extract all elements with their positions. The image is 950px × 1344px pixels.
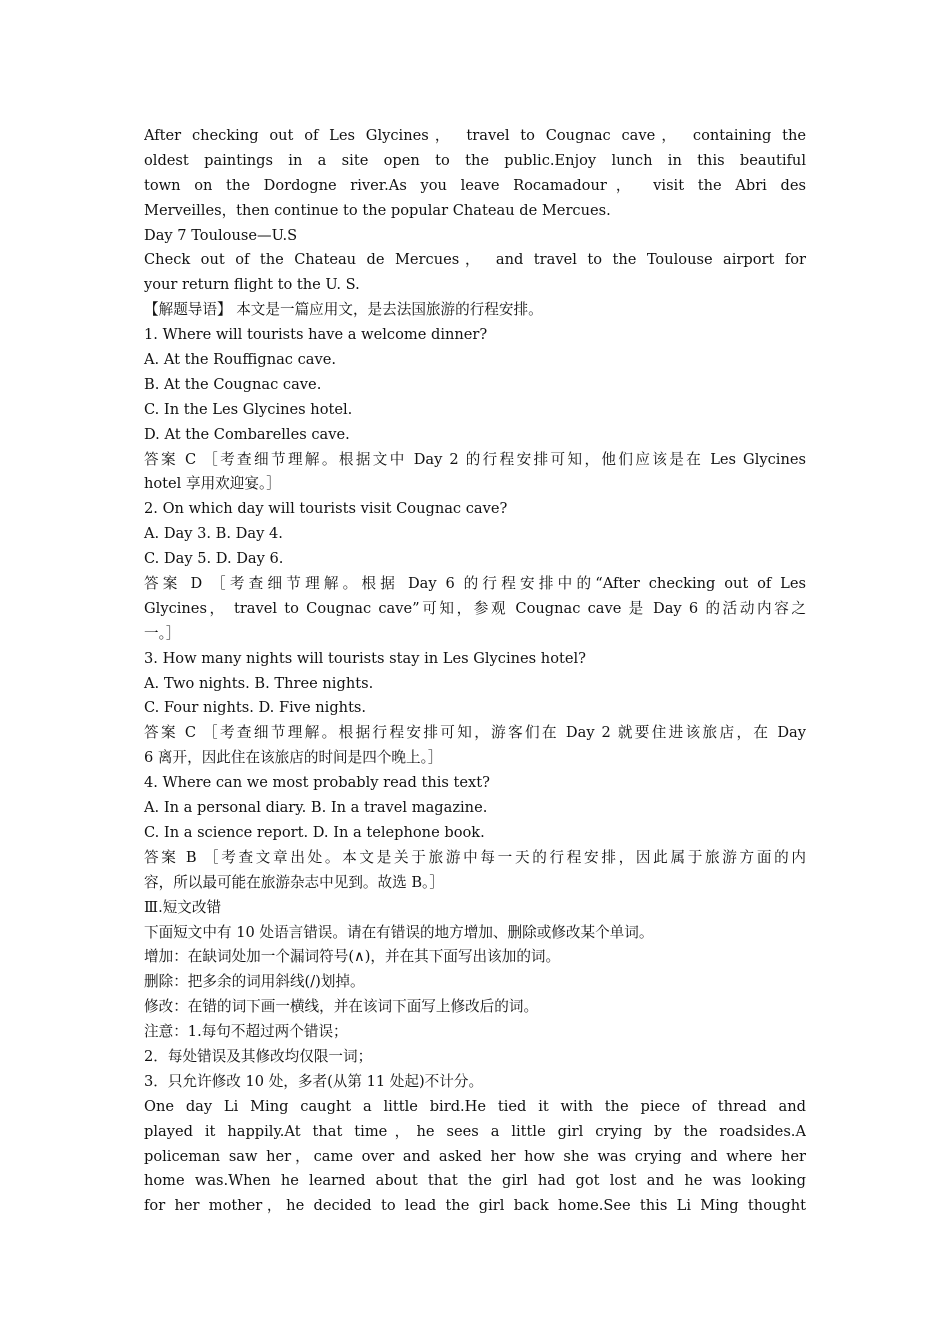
text-line: Glycines， travel to Cougnac cave”可知，参观 Cougnac cave 是 Day 6 的活动内容之 [144,599,806,617]
text-line: 4. Where can we most probably read this text? [144,774,490,792]
text-line: One day Li Ming caught a little bird.He tied it with the piece of thread and [144,1097,806,1115]
text-line: 【解题导语】 本文是一篇应用文，是去法国旅游的行程安排。 [144,301,543,319]
text-line: After checking out of Les Glycines， travel to Cougnac cave， containing the [144,127,806,144]
text-line: C. Day 5. D. Day 6. [144,550,284,568]
text-line: played it happily.At that time，he sees a little girl crying by the roadsides.A [144,1122,806,1140]
text-line: 3. How many nights will tourists stay in Les Glycines hotel? [144,649,586,667]
text-line: 3．只允许修改 10 处，多者(从第 11 处起)不计分。 [144,1072,484,1090]
text-line: A. Two nights. B. Three nights. [144,674,374,692]
text-line: hotel 享用欢迎宴。］ [144,475,281,493]
text-line: C. In a science report. D. In a telephone book. [144,823,485,841]
text-line: 修改：在错的词下画一横线，并在该词下面写上修改后的词。 [144,998,539,1016]
document-body [144,124,806,1219]
text-line: 容，所以最可能在旅游杂志中见到。故选 B。］ [144,873,444,891]
text-line: 答案 C ［考查细节理解。根据行程安排可知，游客们在 Day 2 就要住进该旅店，在 Day [144,724,806,742]
text-line: 增加：在缺词处加一个漏词符号(∧)，并在其下面写出该加的词。 [144,948,561,966]
text-line: Ⅲ.短文改错 [144,898,222,916]
text-line: Check out of the Chateau de Mercues， and travel to the Toulouse airport for [144,251,806,269]
text-line: town on the Dordogne river.As you leave Rocamadour， visit the Abri des [144,176,806,194]
text-line: 答案 C ［考查细节理解。根据文中 Day 2 的行程安排可知，他们应该是在 Les Glycines [144,450,806,468]
text-line: Day 7 Toulouse—U.S [144,226,298,244]
text-line: A. Day 3. B. Day 4. [144,525,283,543]
text-line: 1. Where will tourists have a welcome dinner? [144,326,488,344]
text-line: 6 离开，因此住在该旅店的时间是四个晚上。］ [144,749,443,767]
text-line: home was.When he learned about that the girl had got lost and he was looking [144,1172,806,1190]
text-line: 答案 B ［考查文章出处。本文是关于旅游中每一天的行程安排，因此属于旅游方面的内 [144,848,806,866]
text-line: A. At the Rouffignac cave. [144,351,336,369]
text-line: policeman saw her，came over and asked her how she was crying and where her [144,1147,806,1165]
text-line: Merveilles，then continue to the popular Chateau de Mercues. [144,201,611,219]
text-line: 注意：1.每句不超过两个错误； [144,1023,348,1041]
text-line: for her mother，he decided to lead the girl back home.See this Li Ming thought [144,1197,806,1215]
text-line: D. At the Combarelles cave. [144,425,350,443]
text-line: 2. On which day will tourists visit Cougnac cave? [144,500,508,518]
text-line: 一。］ [144,624,181,642]
text-line: C. Four nights. D. Five nights. [144,699,367,717]
text-line: 删除：把多余的词用斜线(/)划掉。 [144,973,365,991]
text-line: C. In the Les Glycines hotel. [144,400,353,418]
text-line: your return flight to the U. S. [144,276,360,294]
text-line: oldest paintings in a site open to the public.Enjoy lunch in this beautiful [144,151,806,169]
text-line: 2．每处错误及其修改均仅限一词； [144,1047,373,1065]
text-line: A. In a personal diary. B. In a travel magazine. [144,799,488,817]
text-line: 下面短文中有 10 处语言错误。请在有错误的地方增加、删除或修改某个单词。 [144,923,654,941]
text-line: 答案 D ［考查细节理解。根据 Day 6 的行程安排中的“After checking out of Les [144,575,806,593]
text-line: B. At the Cougnac cave. [144,375,322,393]
